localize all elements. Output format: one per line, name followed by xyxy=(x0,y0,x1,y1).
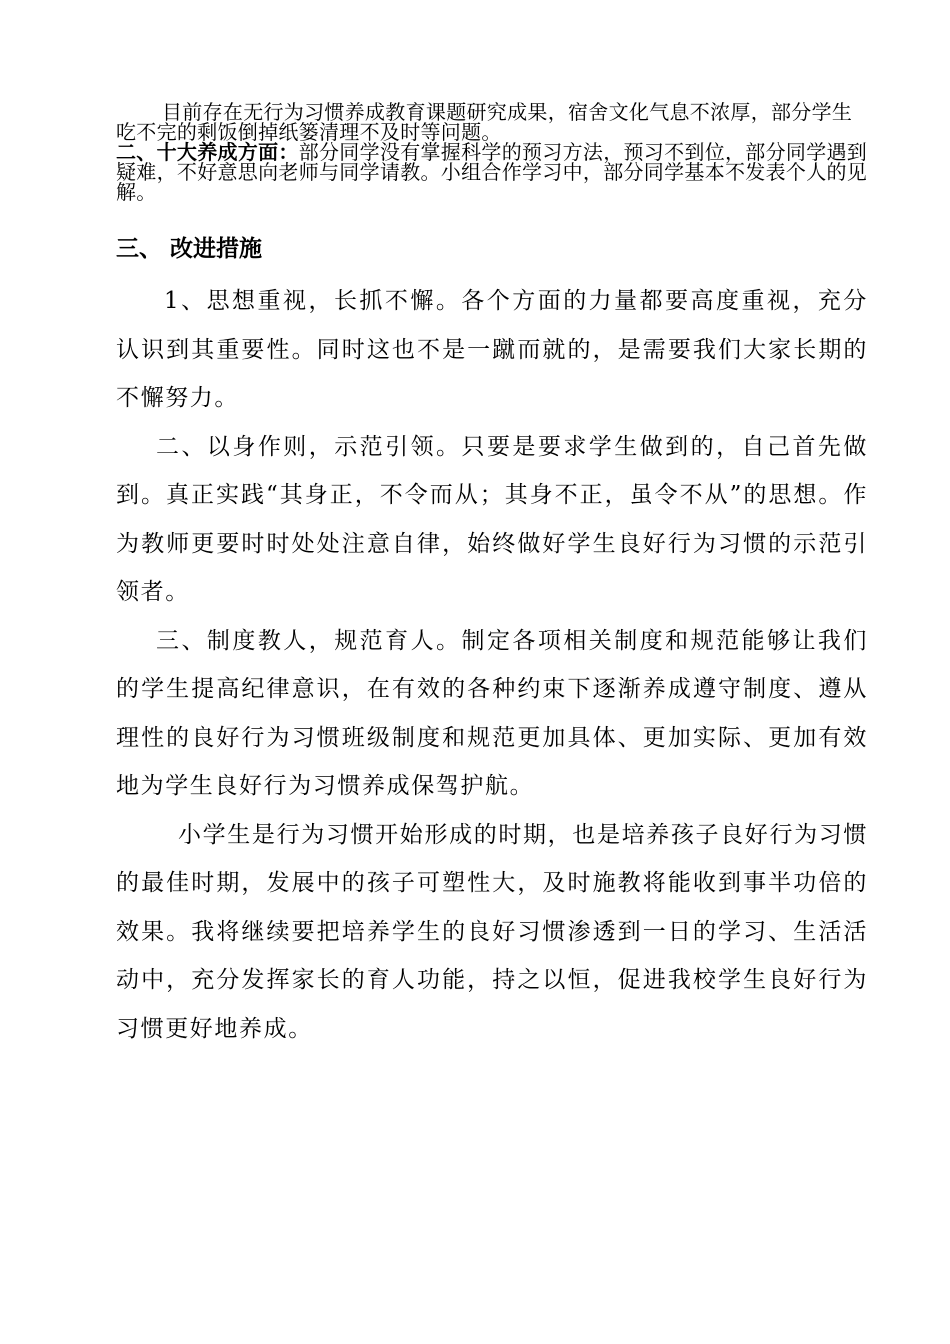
main-text-block xyxy=(116,277,868,1053)
section3-heading: 三、 改进措施 xyxy=(116,235,263,262)
intro-paragraph: 目前存在无行为习惯养成教育课题研究成果，宿舍文化气息不浓厚，部分学生吃不完的剩饭倒掉纸篓清理不及时等问题。 xyxy=(116,100,853,144)
section2-body: 部分同学没有掌握科学的预习方法，预习不到位，部分同学遇到疑难，不好意思向老师与同学请教。小组合作学习中，部分同学基本不发表个人的见解。 xyxy=(116,140,868,204)
measure-2-paragraph: 二、以身作则，示范引领。只要是要求学生做到的，自己首先做到。真正实践“其身正，不令而从；其身不正，虽令不从”的思想。作为教师更要时时处处注意自律，始终做好学生良好行为习惯的示范引领者。 xyxy=(116,433,868,605)
compact-text-block xyxy=(116,102,868,202)
section2-lead: 二、十大养成方面： xyxy=(116,140,299,164)
measure-3-paragraph: 三、制度教人，规范育人。制定各项相关制度和规范能够让我们的学生提高纪律意识，在有效的各种约束下逐渐养成遵守制度、遵从理性的良好行为习惯班级制度和规范更加具体、更加实际、更加有效地为学生良好行为习惯养成保驾护航。 xyxy=(116,627,868,799)
measure-1-paragraph: 1、思想重视，长抓不懈。各个方面的力量都要高度重视，充分认识到其重要性。同时这也不是一蹴而就的，是需要我们大家长期的不懈努力。 xyxy=(116,288,868,411)
section2-paragraph xyxy=(116,142,868,202)
conclusion-paragraph: 小学生是行为习惯开始形成的时期，也是培养孩子良好行为习惯的最佳时期，发展中的孩子可塑性大，及时施教将能收到事半功倍的效果。我将继续要把培养学生的良好习惯渗透到一日的学习、生活活动中，充分发挥家长的育人功能，持之以恒，促进我校学生良好行为习惯更好地养成。 xyxy=(116,821,868,1042)
